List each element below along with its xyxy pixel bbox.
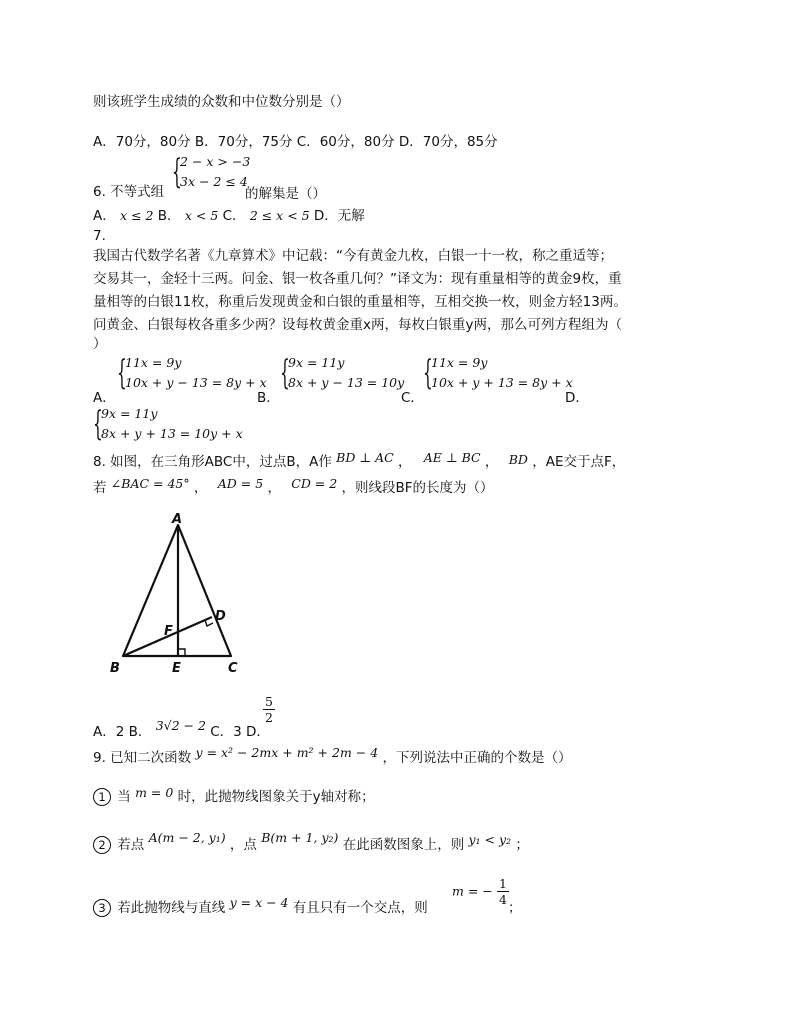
- q7-a-row1: 11x = 9y: [125, 355, 182, 370]
- q8-l2-m1: ∠BAC = 45°: [110, 476, 190, 491]
- q8-line1: [93, 452, 625, 472]
- q6-suffix: 的解集是（）: [245, 186, 326, 202]
- label-b: B: [110, 661, 120, 676]
- brace-icon: {: [117, 353, 127, 393]
- q6-opt-d: D．无解: [313, 208, 365, 224]
- q9-s3-m: y = x − 4: [229, 895, 289, 910]
- q9-s1-b: 时，此抛物线图象关于y轴对称；: [177, 789, 375, 805]
- q7-line4: 问黄金、白银每枚各重多少两？设每枚黄金重x两，每枚白银重y两，那么可列方程组为（: [93, 317, 622, 333]
- q9-s1-a: 当: [117, 789, 131, 805]
- q7-line1: 我国古代数学名著《九章算术》中记载：“今有黄金九枚，白银一十一枚，称之重适等；: [93, 248, 613, 264]
- q8-l2-sep2: ，: [267, 480, 281, 496]
- q8-l2-a: 若: [93, 480, 107, 496]
- q7-line3: 量相等的白银11枚，称重后发现黄金和白银的重量相等，互相交换一枚，则金方轻13两。: [93, 294, 627, 310]
- circled-number-3: 3: [93, 899, 111, 917]
- q8-opt-d-num: 5: [265, 694, 273, 709]
- q9-s2-m2: B(m + 1, y₂): [261, 830, 339, 845]
- q6-opt-c: 2 ≤ x < 5: [249, 208, 310, 223]
- q7-b-row2: 8x + y − 13 = 10y: [288, 375, 405, 390]
- q8-opt-d-den: 2: [265, 710, 273, 725]
- q6-opt-b-label: B．: [157, 208, 181, 224]
- circled-number-1: 1: [93, 788, 111, 806]
- q9-s3-num: 1: [499, 876, 507, 891]
- q8-l2-b: ，则线段BF的长度为（）: [341, 480, 494, 496]
- brace-icon: {: [280, 353, 290, 393]
- q8-opt-b: 3√2 − 2: [155, 718, 206, 733]
- q8-triangle-figure: [92, 505, 262, 685]
- q6-inequality-system: [172, 152, 250, 192]
- q9-stem: [93, 745, 572, 768]
- label-f: F: [164, 624, 173, 639]
- q6-opt-a-label: A．: [93, 208, 116, 224]
- q6-opt-a: x ≤ 2: [120, 208, 154, 223]
- q9-statement-2: [93, 830, 529, 855]
- label-c: C: [228, 661, 238, 676]
- q9-s2-b: ，点: [229, 837, 257, 853]
- q7-a-row2: 10x + y − 13 = 8y + x: [125, 375, 267, 390]
- label-e: E: [172, 661, 181, 676]
- q9-statement-3: [93, 895, 428, 918]
- q9-s2-m3: y₁ < y₂: [468, 832, 512, 847]
- q9-stem-b: ，下列说法中正确的个数是（）: [382, 750, 572, 766]
- q8-l1-m1: BD ⊥ AC: [336, 450, 394, 465]
- q9-s3-b: 有且只有一个交点，则: [292, 900, 428, 916]
- label-d: D: [215, 609, 226, 624]
- q8-l1-m3: BD: [508, 452, 528, 467]
- q6-prefix: 6. 不等式组: [93, 184, 165, 200]
- q6-sys-row2: 3x − 2 ≤ 4: [180, 174, 248, 189]
- q9-s3-c: ；: [508, 900, 522, 916]
- q8-opt-d-fraction: [263, 694, 275, 725]
- q9-s2-a: 若点: [117, 837, 145, 853]
- q8-l2-m3: CD = 2: [291, 476, 338, 491]
- q9-s3-fraction-expr: [452, 876, 509, 907]
- circled-number-2: 2: [93, 836, 111, 854]
- q8-l1-a: 8. 如图，在三角形ABC中，过点B，A作: [93, 454, 332, 470]
- brace-icon: {: [423, 353, 433, 393]
- q8-l2-m2: AD = 5: [217, 476, 264, 491]
- q9-stem-m: y = x² − 2mx + m² + 2m − 4: [195, 745, 379, 760]
- q9-s2-d: ；: [515, 837, 529, 853]
- q8-opt-c: C．3 D．: [210, 724, 270, 740]
- label-a: A: [172, 512, 183, 527]
- q6-opt-b: x < 5: [184, 208, 219, 223]
- q8-opt-a: A．2 B．: [93, 724, 152, 740]
- brace-icon: {: [93, 404, 103, 444]
- q9-stem-a: 9. 已知二次函数: [93, 750, 192, 766]
- q6-opt-c-label: C．: [222, 208, 246, 224]
- q7-option-b-system: [280, 353, 404, 393]
- q8-line2: [93, 478, 494, 498]
- q7-b-label: B．: [257, 390, 280, 406]
- right-angle-mark-d: [205, 620, 213, 626]
- q7-b-row1: 9x = 11y: [288, 355, 345, 370]
- q8-l1-b: ，AE交于点F，: [532, 454, 626, 470]
- q7-c-row2: 10x + y + 13 = 8y + x: [431, 375, 573, 390]
- q7-line5: ）: [93, 336, 107, 352]
- q5-options: A．70分，80分 B．70分，75分 C．60分，80分 D．70分，85分: [93, 134, 498, 150]
- q9-s2-m1: A(m − 2, y₁): [148, 830, 226, 845]
- q8-l1-m2: AE ⊥ BC: [423, 450, 481, 465]
- q5-stem: 则该班学生成绩的众数和中位数分别是（）: [93, 94, 350, 110]
- q9-s3-a: 若此抛物线与直线: [117, 900, 226, 916]
- q7-number: 7.: [93, 228, 106, 244]
- q7-d-row1: 9x = 11y: [101, 406, 158, 421]
- q7-d-label: D．: [565, 390, 589, 406]
- q9-s1-m: m = 0: [135, 785, 174, 800]
- q7-line2: 交易其一，金轻十三两。问金、银一枚各重几何？”译文为：现有重量相等的黄金9枚，重: [93, 271, 622, 287]
- q7-c-label: C．: [401, 390, 424, 406]
- q8-options: [93, 718, 270, 742]
- q8-l1-sep2: ，: [484, 454, 499, 470]
- q9-s3-m2: m = −: [452, 883, 493, 899]
- brace-icon: {: [172, 152, 182, 192]
- q7-d-row2: 8x + y + 13 = 10y + x: [101, 426, 243, 441]
- q7-c-row1: 11x = 9y: [431, 355, 488, 370]
- q8-l2-sep1: ，: [193, 480, 208, 496]
- q9-statement-1: [93, 787, 375, 807]
- q9-s2-c: 在此函数图象上，则: [342, 837, 465, 853]
- q8-l1-sep1: ，: [397, 454, 412, 470]
- q9-s3-den: 4: [499, 892, 507, 907]
- q6-sys-row1: 2 − x > −3: [180, 154, 251, 169]
- q7-option-c-system: [423, 353, 573, 393]
- q7-option-a-system: [117, 353, 267, 393]
- q7-a-label: A．: [93, 390, 116, 406]
- q6-options: [93, 206, 365, 226]
- q7-option-d-system: [93, 404, 243, 444]
